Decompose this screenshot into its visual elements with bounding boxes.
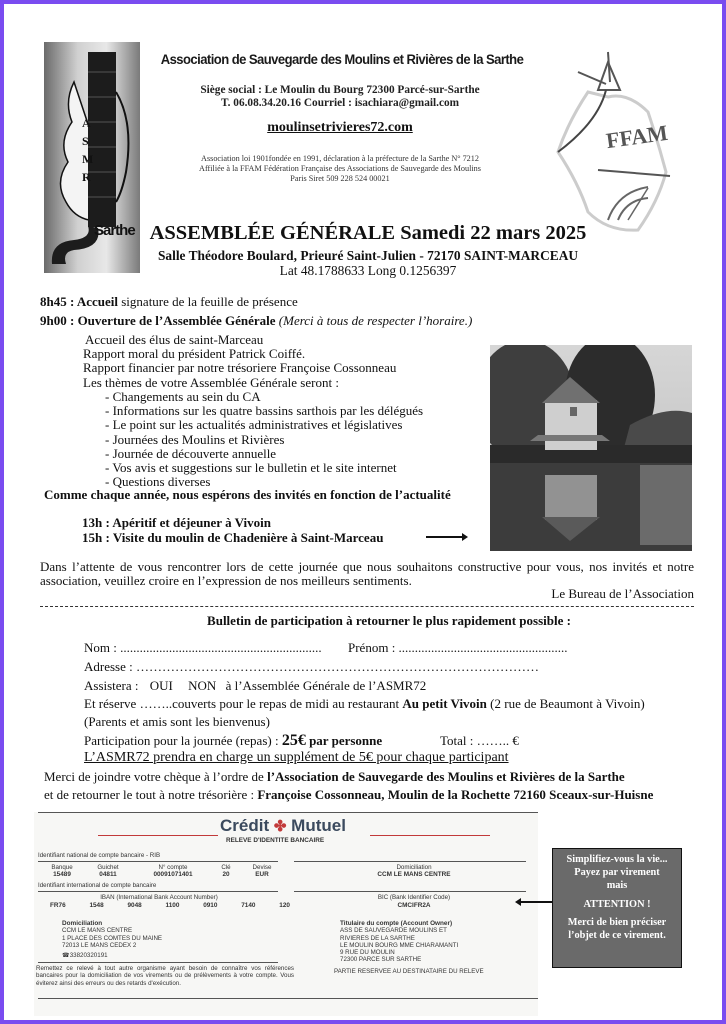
cut-line [40,606,694,607]
bank-name-part: Mutuel [291,816,346,835]
owner-line: 72300 PARCE SUR SARTHE [340,956,422,964]
restaurant-name: Au petit Vivoin [402,696,487,711]
divider [38,962,278,963]
logo-letter: A [82,116,91,130]
iban-part: 7140 [241,902,256,909]
cheque-note [44,770,625,784]
prenom-field[interactable]: Prénom : .................................................... [348,640,568,655]
theme-item: - Journée de découverte annuelle [105,445,277,461]
dom-line: CCM LE MANS CENTRE [62,927,133,935]
agenda-item: Les thèmes de votre Assemblée Générale seront : [83,374,339,390]
programme-item-visit: 15h : Visite du moulin de Chadenière à Saint-Marceau [82,530,384,545]
mill-image [490,345,692,551]
owner-line: 9 RUE DU MOULIN [340,949,395,957]
logo-letter: S [82,134,89,148]
form-title: Bulletin de participation à retourner le plus rapidement possible : [207,613,571,628]
rib-col-cle [214,864,238,879]
rib-domiciliation [304,864,524,879]
price: 25€ [281,732,306,749]
iban-part: 120 [279,902,290,909]
participation-label: Participation pour la journée (repas) : [84,733,282,748]
domiciliation-label: Domiciliation [396,864,432,871]
assistera-row [84,679,426,693]
international-id-label: Identifiant international de compte bancaire [38,882,157,889]
col-value: 20 [222,871,230,879]
owner-line: LE MOULIN BOURG MME CHIARAMANTI [340,941,459,949]
label: Accueil [76,294,118,309]
closing-text: Dans l’attente de vous rencontrer lors de cette journée que nous souhaitons constructive pour vous, nos invités et notre association, veuillez croire en l’expression de nos meilleurs sentiments. [40,559,694,589]
iban-label: IBAN (International Bank Account Number) [100,894,218,901]
col-label: N° compte [158,864,188,871]
col-value: 00091071401 [153,871,193,879]
iban-value [50,902,290,909]
phone-number: 33820320191 [69,952,108,960]
total-field[interactable]: Total : …….. € [440,733,519,748]
divider [98,835,218,836]
note-line: mais [606,880,628,892]
phone-icon: ☎ [62,952,70,960]
phone-row [62,952,162,959]
rib-col-compte [138,864,208,879]
bank-rib [34,812,538,1016]
domiciliation-block [62,920,162,959]
iban-part: 1100 [165,902,180,909]
reserved-note: PARTIE RESERVEE AU DESTINATAIRE DU RELEVE [334,968,484,975]
cheque-payee: l’Association de Sauvegarde des Moulins et Rivières de la Sarthe [267,769,625,784]
themes-list [105,390,423,489]
bank-name-part: Crédit [220,816,270,835]
note-line: Merci de bien préciser [567,916,667,928]
time: 9h00 : [40,313,78,328]
bank-logo-icon: ✤ [273,818,287,835]
owner-block [340,920,458,964]
rib-notice: Remettez ce relevé à tout autre organisme ayant besoin de connaître vos références bancaires pour la domiciliation de vos virements ou de prélèvements à votre compte. Vous éviterez ainsi des erreurs ou des retards d'exécution. [36,965,294,987]
reserve-text: Et réserve ……..couverts pour le repas de midi au restaurant [84,696,403,711]
owner-line: ASS DE SAUVEGARDE MOULINS ET [340,927,447,935]
divider [38,891,278,892]
theme-item: - Informations sur les quatre bassins sarthois par les délégués [105,403,424,419]
divider [38,998,538,999]
theme-item: - Changements au sein du CA [105,389,261,404]
owner-line: RIVIERES DE LA SARTHE [340,934,415,942]
programme-item-ouverture [40,314,472,328]
iban-part: FR76 [50,902,66,909]
reservation-row[interactable] [84,697,645,711]
theme-item: - Journées des Moulins et Rivières [105,431,285,447]
note-line: l’objet de ce virement. [568,930,666,942]
note-line: Simplifiez-vous la vie... [566,854,668,865]
divider [38,861,278,862]
coordinates: Lat 48.1788633 Long 0.1256397 [279,263,457,278]
per-person: par personne [305,733,383,748]
col-value: 15489 [53,871,71,879]
iban-part: 1548 [89,902,104,909]
divider [370,835,490,836]
agenda-item: Accueil des élus de saint-Marceau [85,332,264,347]
mill-photo [490,345,692,551]
arrow-right-icon [426,536,466,538]
iban-part: 9048 [127,902,142,909]
note-line: Payez par virement [574,867,660,879]
asmr-letters [82,114,93,186]
dom-line: 1 PLACE DES COMTES DU MAINE [62,934,163,942]
contact-line: T. 06.08.34.20.16 Courriel : isachiara@gmail.com [220,97,460,109]
owner-title: Titulaire du compte (Account Owner) [340,920,453,927]
bic-value: CMCIFR2A [397,902,431,909]
logo-letter: R [82,170,91,184]
domiciliation-value: CCM LE MANS CENTRE [377,871,451,879]
assistera-detail: à l’Assemblée Générale de l’ASMR72 [225,678,427,693]
return-address: Françoise Cossonneau, Moulin de la Rochette 72160 Sceaux-sur-Huisne [257,787,654,802]
adresse-field[interactable]: Adresse : ………………………………………………………………………………… [84,659,539,674]
time: 8h45 : [40,294,77,309]
theme-item: - Vos avis et suggestions sur le bulletin et le site internet [105,460,397,476]
col-label: Devise [252,864,272,871]
signature: Le Bureau de l’Association [551,586,694,601]
legal-line-3: Paris Siret 509 228 524 00021 [290,174,390,183]
page-title: ASSEMBLÉE GÉNÉRALE Samedi 22 mars 2025 [149,222,587,244]
option-non[interactable]: NON [188,678,217,693]
return-note [44,788,653,802]
dom-line: 72013 LE MANS CEDEX 2 [62,941,137,949]
agenda-item: Rapport financier par notre trésoriere Françoise Cossonneau [83,360,397,376]
col-label: Guichet [97,864,119,871]
label: Ouverture de l’Assemblée Générale [77,313,276,328]
detail: signature de la feuille de présence [118,294,298,309]
website-link[interactable]: moulinsetrivieres72.com [267,120,413,135]
supplement-note: L’ASMR72 prendra en charge un supplément de 5€ pour chaque participant [84,750,509,765]
agenda-item: Rapport moral du président Patrick Coiffé. [83,346,306,362]
legal-line-1: Association loi 1901fondée en 1991, déclaration à la préfecture de la Sarthe N° 7212 [201,154,479,163]
divider [294,891,526,892]
iban-part: 0910 [203,902,218,909]
col-label: Banque [51,864,73,871]
return-text: et de retourner le tout à notre trésorière : [44,787,258,802]
bic-label: BIC (Bank Identifier Code) [377,894,451,901]
guests-note: Comme chaque année, nous espérons des invités en fonction de l’actualité [44,487,451,502]
siege-social: Siège social : Le Moulin du Bourg 72300 Parcé-sur-Sarthe [200,84,480,96]
logo-letter: M [82,152,94,166]
national-id-label: Identifiant national de compte bancaire - RIB [38,852,161,859]
note-attention: ATTENTION ! [583,898,651,910]
col-value: 04811 [99,871,117,879]
rib-col-guichet [88,864,128,879]
theme-item: - Le point sur les actualités administratives et législatives [105,417,403,433]
credit-mutuel-logo [220,816,346,836]
rib-col-devise [244,864,280,879]
divider [294,861,526,862]
venue: Salle Théodore Boulard, Prieuré Saint-Julien - 72170 SAINT-MARCEAU [157,248,579,263]
programme-item-lunch: 13h : Apéritif et déjeuner à Vivoin [82,515,271,530]
divider [38,812,538,813]
programme-item-accueil [40,295,298,309]
participation-row [84,734,382,748]
rib-doc-title: RELEVE D'IDENTITE BANCAIRE [226,837,325,844]
rib-col-banque [42,864,82,879]
arrow-left-icon [520,901,554,903]
col-value: EUR [255,871,269,879]
transfer-note [552,848,682,968]
restaurant-address: (2 rue de Beaumont à Vivoin) [486,696,645,711]
dom-title: Domiciliation [62,920,103,927]
theme-item: - Questions diverses [105,474,211,490]
nom-field[interactable]: Nom : .............................................................. [84,640,322,655]
org-name: Association de Sauvegarde des Moulins et Rivières de la Sarthe [160,52,524,68]
logo-sarthe-word: Sarthe [94,222,135,239]
agenda-list [83,333,396,390]
cheque-text: Merci de joindre votre chèque à l’ordre de [44,769,268,784]
col-label: Clé [221,864,231,871]
assistera-label: Assistera : [84,678,139,693]
detail: (Merci à tous de respecter l’horaire.) [275,313,473,328]
ffam-text: FFAM [604,119,670,154]
legal-line-2: Affiliée à la FFAM Fédération Française des Associations de Sauvegarde des Moulins [199,164,481,173]
parents-note: (Parents et amis sont les bienvenus) [84,714,270,729]
option-oui[interactable]: OUI [149,678,173,693]
